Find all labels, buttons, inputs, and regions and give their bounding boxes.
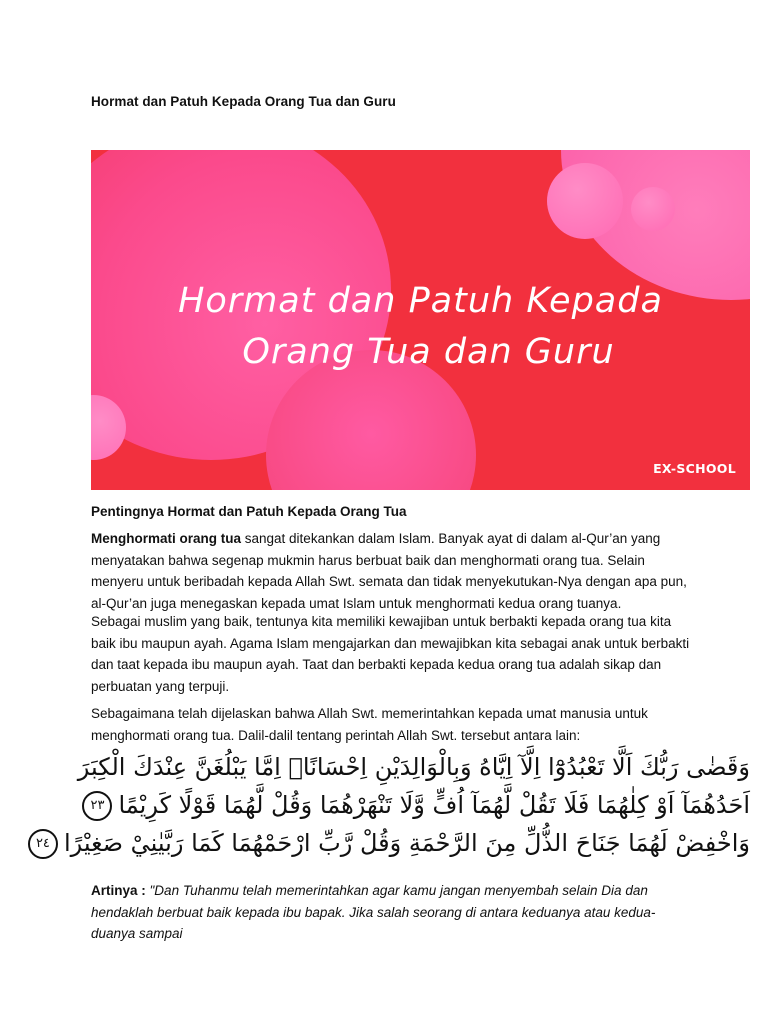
quran-verse-block xyxy=(35,748,750,862)
banner-title-line-2: Orang Tua dan Guru xyxy=(242,332,615,372)
paragraph-1-text: sangat ditekankan dalam Islam. Banyak ayat di dalam al-Qur’an yang menyatakan bahwa segenap mukmin harus berbuat baik dan menghormati orang tua. Selain menyeru untuk beribadah kepada Allah Swt. semata dan tidak menyekutukan-Nya dengan apa pun, al-Qur’an juga menegaskan kepada umat Islam untuk menghormati kedua orang tuanya. xyxy=(91,531,687,611)
quran-verse-text: اَحَدُهُمَآ اَوْ كِلٰهُمَا فَلَا تَقُلْ لَّهُمَآ اُفٍّ وَّلَا تَنْهَرْهُمَا وَقُلْ لَّهُمَا قَوْلًا كَرِيْمًا xyxy=(118,791,750,819)
ayah-number-marker: ٢٣ xyxy=(82,791,112,821)
paragraph-1 xyxy=(91,528,691,614)
banner-brand-logo: EX-SCHOOL xyxy=(653,461,736,476)
translation-text: "Dan Tuhanmu telah memerintahkan agar kamu jangan menyembah selain Dia dan hendaklah berbuat baik kepada ibu bapak. Jika salah seorang di antara keduanya atau kedua-duanya sampai xyxy=(91,883,656,941)
paragraph-1-lead: Menghormati orang tua xyxy=(91,531,242,546)
translation-label: Artinya : xyxy=(91,883,146,898)
quran-verse-text: وَقَضٰى رَبُّكَ اَلَّا تَعْبُدُوْٓا اِلَّآ اِيَّاهُ وَبِالْوَالِدَيْنِ اِحْسَانًاۗ اِمَّا يَبْلُغَنَّ عِنْدَكَ الْكِبَرَ xyxy=(77,753,750,781)
article-banner-image xyxy=(91,150,750,490)
document-title: Hormat dan Patuh Kepada Orang Tua dan Guru xyxy=(91,94,396,109)
quran-verse-text: وَاخْفِضْ لَهُمَا جَنَاحَ الذُّلِّ مِنَ الرَّحْمَةِ وَقُلْ رَّبِّ ارْحَمْهُمَا كَمَا رَبَّيٰنِيْ صَغِيْرًا xyxy=(63,829,750,857)
paragraph-2: Sebagai muslim yang baik, tentunya kita memiliki kewajiban untuk berbakti kepada orang tua kita baik ibu maupun ayah. Agama Islam mengajarkan dan mewajibkan kita sebagai anak untuk berbakti dan taat kepada ibu maupun ayah. Taat dan berbakti kepada kedua orang tua adalah sikap dan perbuatan yang terpuji. xyxy=(91,614,690,694)
paragraph-translation xyxy=(91,880,696,945)
decorative-circle xyxy=(547,163,623,239)
section-heading: Pentingnya Hormat dan Patuh Kepada Orang Tua xyxy=(91,504,407,519)
paragraph-3: Sebagaimana telah dijelaskan bahwa Allah Swt. memerintahkan kepada umat manusia untuk menghormati orang tua. Dalil-dalil tentang perintah Allah Swt. tersebut antara lain: xyxy=(91,706,648,743)
quran-verse-line-3 xyxy=(35,824,750,862)
banner-title-line-1: Hormat dan Patuh Kepada xyxy=(178,281,663,321)
quran-verse-line-1 xyxy=(77,748,750,786)
ayah-number-marker: ٢٤ xyxy=(28,829,58,859)
quran-verse-line-2 xyxy=(90,786,750,824)
decorative-circle xyxy=(631,187,675,231)
